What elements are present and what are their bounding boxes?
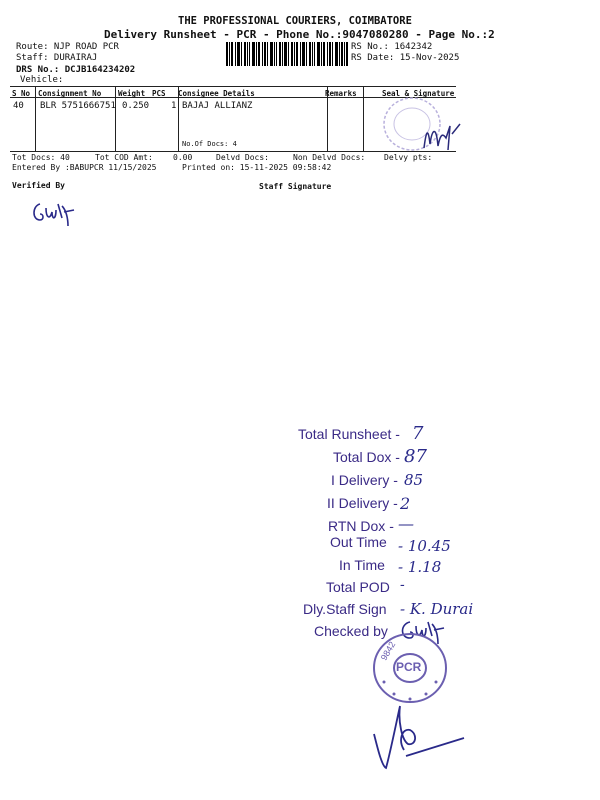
- value-total-runsheet: 7: [412, 423, 424, 444]
- label-out-time: Out Time: [330, 534, 387, 550]
- rs-date: RS Date: 15-Nov-2025: [351, 53, 460, 63]
- verified-signature: [28, 196, 80, 230]
- value-ii-delivery: 2: [400, 494, 411, 513]
- stamp-ring-text: 9842: [378, 639, 398, 663]
- header-consignment: Consignment No: [38, 89, 102, 98]
- label-rtn-dox: RTN Dox -: [328, 518, 394, 534]
- value-rtn-dox: —: [398, 514, 414, 533]
- cell-weight: 0.250: [122, 101, 150, 111]
- value-total-pod: -: [400, 577, 405, 593]
- staff-signature-label: Staff Signature: [259, 182, 332, 191]
- delvy-pts: Delvy pts:: [384, 153, 433, 162]
- col-divider: [115, 86, 116, 151]
- company-title: THE PROFESSIONAL COURIERS, COIMBATORE: [178, 15, 412, 27]
- bottom-signature: [368, 694, 468, 774]
- staff-text: Staff: DURAIRAJ: [16, 53, 98, 63]
- entered-by: Entered By :BABUPCR 11/15/2025: [12, 163, 157, 172]
- table-top-border: [10, 86, 456, 87]
- value-total-dox: 87: [404, 446, 427, 467]
- value-in-time: - 1.18: [398, 558, 442, 576]
- rs-number: RS No.: 1642342: [351, 42, 433, 52]
- tot-docs: Tot Docs: 40: [12, 153, 70, 162]
- label-total-runsheet: Total Runsheet -: [298, 426, 400, 442]
- drs-text: DRS No.: DCJB164234202: [16, 65, 136, 75]
- seal-signature: [420, 118, 464, 154]
- label-total-pod: Total POD: [326, 579, 390, 595]
- header-sno: S No: [12, 89, 31, 98]
- label-ii-delivery: II Delivery -: [327, 495, 398, 511]
- cod-value: 0.00: [173, 153, 193, 162]
- label-total-dox: Total Dox -: [333, 449, 400, 465]
- cell-consignment: BLR 5751666751: [40, 101, 116, 111]
- runsheet-subtitle: Delivery Runsheet - PCR - Phone No.:9047080280 - Page No.:2: [104, 28, 495, 41]
- label-checked-by: Checked by: [314, 623, 388, 639]
- non-delvd-docs: Non Delvd Docs:: [293, 153, 366, 162]
- col-divider: [363, 86, 364, 151]
- label-in-time: In Time: [339, 557, 385, 573]
- header-weight: Weight: [118, 89, 146, 98]
- vehicle-text: Vehicle:: [20, 75, 64, 85]
- cell-consignee: BAJAJ ALLIANZ: [182, 101, 253, 111]
- cell-sno: 40: [13, 101, 24, 111]
- barcode-image: [226, 42, 348, 66]
- tot-cod: Tot COD Amt:: [95, 153, 153, 162]
- value-out-time: - 10.45: [398, 537, 451, 555]
- route-text: Route: NJP ROAD PCR: [16, 42, 119, 52]
- delvd-docs: Delvd Docs:: [216, 153, 269, 162]
- cell-pcs: 1: [171, 101, 177, 111]
- label-staff-sign: Dly.Staff Sign: [303, 601, 387, 617]
- header-remarks: Remarks: [325, 89, 357, 98]
- stamp-text: PCR: [396, 660, 422, 674]
- label-i-delivery: I Delivery -: [331, 472, 398, 488]
- verified-by-label: Verified By: [12, 181, 65, 190]
- value-i-delivery: 85: [404, 471, 424, 489]
- header-seal: Seal & Signature: [382, 89, 455, 98]
- header-pcs: PCS: [152, 89, 166, 98]
- value-staff-sign: - K. Durai: [400, 600, 474, 618]
- printed-on: Printed on: 15-11-2025 09:58:42: [182, 163, 332, 172]
- cell-docs: No.Of Docs: 4: [182, 140, 237, 148]
- col-divider: [35, 86, 36, 151]
- header-consignee: Consignee Details: [178, 89, 255, 98]
